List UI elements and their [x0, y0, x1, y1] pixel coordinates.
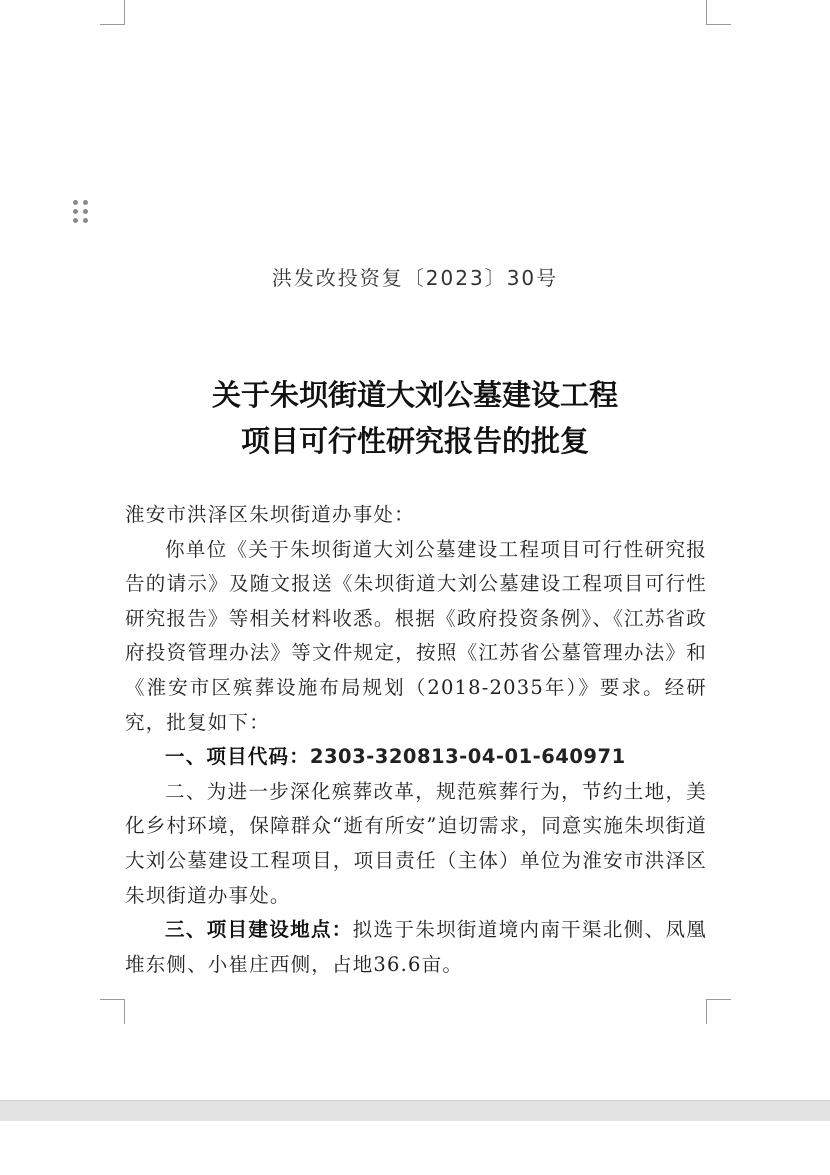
document-body [125, 498, 707, 982]
crop-mark-bottom-left [100, 999, 125, 1024]
addressee: 淮安市洪泽区朱坝街道办事处： [125, 503, 415, 526]
next-page-area [0, 1121, 830, 1175]
item3-value: 拟选于朱坝街道境内南干渠北侧、凤凰堆东侧、小崔庄西侧，占地36.6亩。 [125, 918, 707, 976]
item-approval: 二、为进一步深化殡葬改革，规范殡葬行为，节约土地，美化乡村环境，保障群众“逝有所安”迫切需求，同意实施朱坝街道大刘公墓建设工程项目，项目责任（主体）单位为淮安市洪泽区朱坝街道办事处。 [125, 779, 707, 907]
title-line-1: 关于朱坝街道大刘公墓建设工程 [211, 378, 618, 412]
page-separator-bar [0, 1100, 830, 1122]
item1-value: 2303-320813-04-01-640971 [309, 745, 626, 769]
item1-label: 一、项目代码： [165, 745, 310, 769]
crop-mark-top-left [100, 0, 125, 25]
item3-label: 三、项目建设地点： [165, 918, 353, 942]
crop-mark-top-right [706, 0, 731, 25]
paragraph-intro: 你单位《关于朱坝街道大刘公墓建设工程项目可行性研究报告的请示》及随文报送《朱坝街道大刘公墓建设工程项目可行性研究报告》等相关材料收悉。根据《政府投资条例》、《江苏省政府投资管理办法》等文件规定，按照《江苏省公墓管理办法》和《淮安市区殡葬设施布局规划（2018-2035年）》要求。经研究，批复如下： [125, 537, 707, 734]
document-title [0, 372, 830, 464]
document-number: 洪发改投资复〔2023〕30号 [271, 266, 559, 290]
title-line-2: 项目可行性研究报告的批复 [240, 424, 589, 458]
item-location [125, 913, 707, 982]
item-project-code [125, 740, 707, 775]
crop-mark-bottom-right [706, 999, 731, 1024]
drag-handle-icon[interactable] [73, 200, 89, 224]
